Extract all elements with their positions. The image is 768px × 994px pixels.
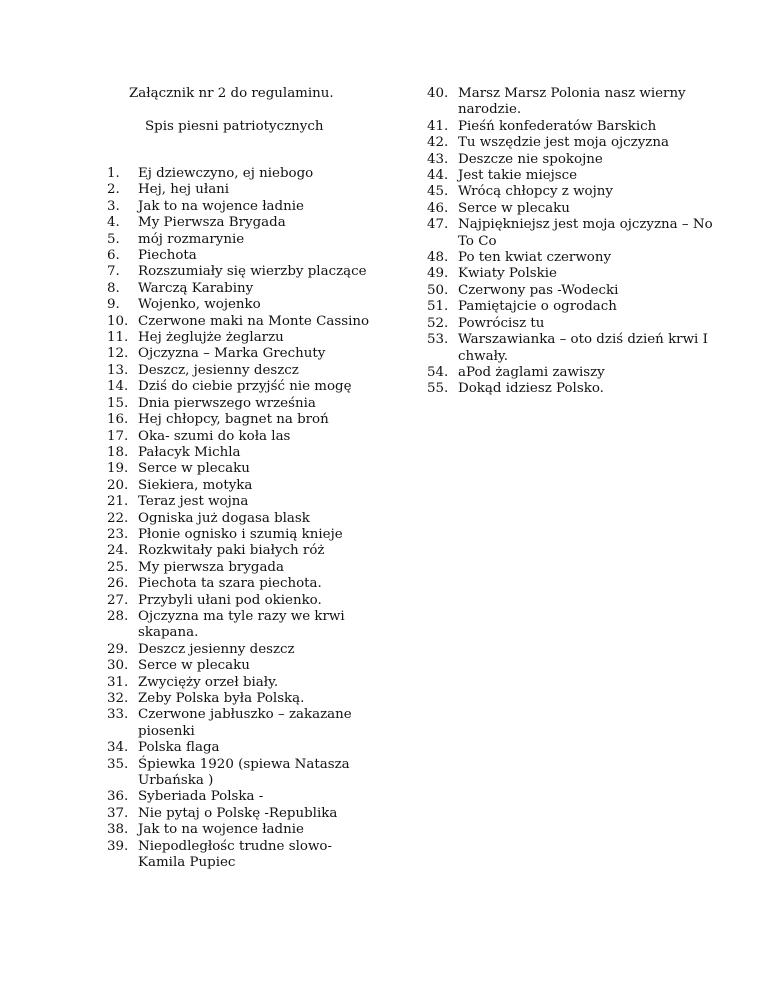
song-number: 48. [427,250,449,266]
song-number: 53. [427,332,449,348]
song-number: 30. [107,658,129,674]
song-list-item [107,314,377,330]
song-list-item [107,511,377,527]
song-title: Jest takie miejsce [458,168,578,184]
song-title: My Pierwsza Brygada [138,215,286,231]
song-number: 3. [107,198,120,214]
song-list-item [107,264,377,280]
song-title: Najpiękniejsz jest moja ojczyzna – No To Co [458,217,713,249]
song-list-item [107,494,377,510]
song-title: Wrócą chłopcy z wojny [458,184,613,200]
song-number: 10. [107,313,129,329]
song-number: 22. [107,510,129,526]
song-number: 50. [427,282,449,298]
song-number: 24. [107,543,129,559]
song-title: Kwiaty Polskie [458,266,557,282]
song-list-item [107,215,377,231]
song-number: 28. [107,608,129,624]
annex-label: Załącznik nr 2 do regulaminu. [129,86,334,101]
song-title: Czerwone jabłuszko – zakazane piosenki [138,707,352,739]
song-number: 5. [107,231,120,247]
song-number: 2. [107,182,120,198]
song-number: 40. [427,86,449,101]
song-list-item [107,248,377,264]
song-title: Jak to na wojence ładnie [138,198,304,214]
song-title: Hej żeglujże żeglarzu [138,330,284,346]
song-list-item [427,119,727,135]
song-list-item [427,381,727,397]
song-list-item [107,281,377,297]
song-list-item [107,429,377,445]
song-title: Rozszumiały się wierzby placzące [138,264,367,280]
song-title: Serce w plecaku [138,461,250,477]
song-number: 43. [427,151,449,167]
song-title: Rozkwitały paki białych róż [138,543,325,559]
song-title: Polska flaga [138,740,220,756]
song-number: 16. [107,412,129,428]
song-list-item [107,839,377,872]
song-number: 19. [107,461,129,477]
song-list-item [427,250,727,266]
song-list-item [427,299,727,315]
song-list-item [107,609,377,642]
song-number: 38. [107,822,129,838]
song-number: 15. [107,395,129,411]
song-number: 26. [107,576,129,592]
song-number: 29. [107,641,129,657]
song-title: Warszawianka – oto dziś dzień krwi I chwały. [458,332,708,364]
song-number: 36. [107,789,129,805]
song-list-item [107,642,377,658]
song-list-item [107,675,377,691]
song-title: Po ten kwiat czerwony [458,250,612,266]
song-number: 41. [427,118,449,134]
song-list-item [107,297,377,313]
song-list-item [427,184,727,200]
song-title: Wojenko, wojenko [138,297,261,313]
song-number: 12. [107,346,129,362]
song-list-item [107,740,377,756]
song-title: Pamiętajcie o ogrodach [458,299,617,315]
song-number: 31. [107,674,129,690]
song-title: Dokąd idziesz Polsko. [458,381,604,397]
song-title: Hej, hej ułani [138,182,230,198]
song-list-item [427,217,727,250]
song-list-item [107,232,377,248]
song-list-item [107,412,377,428]
song-number: 42. [427,135,449,151]
song-list-item [107,806,377,822]
song-title: Siekiera, motyka [138,477,253,493]
song-title: Śpiewka 1920 (spiewa Natasza Urbańska ) [138,756,350,789]
song-list-item [107,166,377,182]
song-number: 45. [427,184,449,200]
song-number: 7. [107,264,120,280]
song-title: Piechota ta szara piechota. [138,576,322,592]
song-list-item [107,576,377,592]
song-title: Deszcz jesienny deszcz [138,641,295,657]
song-title: Ej dziewczyno, ej niebogo [138,166,314,181]
song-number: 39. [107,838,129,854]
song-title: Dnia pierwszego września [138,395,316,411]
song-list-item [107,379,377,395]
song-list-item [107,182,377,198]
song-title: Jak to na wojence ładnie [138,822,304,838]
song-title: Tu wszędzie jest moja ojczyzna [458,135,669,151]
song-title: Teraz jest wojna [138,494,249,510]
song-title: Przybyli ułani pod okienko. [138,592,322,608]
song-list-item [107,478,377,494]
song-number: 23. [107,526,129,542]
song-title: Czerwony pas -Wodecki [458,282,619,298]
song-list-item [107,199,377,215]
song-number: 33. [107,707,129,723]
song-number: 4. [107,215,120,231]
song-number: 11. [107,330,129,346]
song-list-item [427,365,727,381]
song-list-item [107,707,377,740]
song-title: Marsz Marsz Polonia nasz wierny narodzie. [458,86,686,118]
song-title: Serce w plecaku [458,200,570,216]
song-number: 25. [107,559,129,575]
song-number: 27. [107,592,129,608]
song-list-item [107,789,377,805]
song-number: 46. [427,200,449,216]
song-list-left-column [107,166,377,871]
song-list-item [107,346,377,362]
song-list-item [427,135,727,151]
list-title: Spis piesni patriotycznych [145,119,324,134]
song-title: Pałacyk Michla [138,444,241,460]
song-number: 14. [107,379,129,395]
song-title: Syberiada Polska - [138,789,264,805]
song-list-item [427,266,727,282]
song-number: 49. [427,266,449,282]
song-title: aPod żaglami zawiszy [458,364,605,380]
song-title: Powrócisz tu [458,315,545,331]
song-list-item [107,396,377,412]
song-title: Ogniska już dogasa blask [138,510,310,526]
song-title: Ojczyzna – Marka Grechuty [138,346,326,362]
song-title: Deszcze nie spokojne [458,151,603,167]
song-number: 21. [107,494,129,510]
song-list-right-column [427,86,727,398]
song-number: 13. [107,362,129,378]
song-list-item [107,593,377,609]
song-list-item [107,543,377,559]
song-title: Czerwone maki na Monte Cassino [138,313,370,329]
song-title: mój rozmarynie [138,231,245,247]
song-list-item [427,201,727,217]
song-title: Pieśń konfederatów Barskich [458,118,657,134]
song-list-item [427,152,727,168]
song-title: Hej chłopcy, bagnet na broń [138,412,329,428]
song-list-item [107,658,377,674]
song-list-item [107,330,377,346]
song-list-item [107,560,377,576]
song-title: Niepodległośc trudne slowo- Kamila Pupiec [138,838,332,871]
song-title: Serce w plecaku [138,658,250,674]
song-number: 35. [107,756,129,772]
song-number: 44. [427,168,449,184]
song-number: 8. [107,280,120,296]
song-number: 47. [427,217,449,233]
song-title: My pierwsza brygada [138,559,284,575]
song-list-item [107,691,377,707]
song-number: 54. [427,364,449,380]
song-list-item [107,445,377,461]
song-number: 34. [107,740,129,756]
song-title: Deszcz, jesienny deszcz [138,362,299,378]
song-number: 20. [107,477,129,493]
song-title: Płonie ognisko i szumią knieje [138,526,343,542]
song-list-item [107,757,377,790]
song-list-item [427,332,727,365]
song-list-item [427,86,727,119]
song-title: Oka- szumi do koła las [138,428,291,444]
song-title: Zeby Polska była Polską. [138,691,305,706]
song-list-item [107,527,377,543]
song-list-item [107,461,377,477]
song-number: 32. [107,691,129,706]
song-number: 55. [427,381,449,397]
song-list-item [107,363,377,379]
song-number: 9. [107,297,120,313]
song-number: 17. [107,428,129,444]
song-list-item [107,822,377,838]
song-number: 18. [107,444,129,460]
song-number: 6. [107,248,120,264]
song-number: 1. [107,166,120,181]
song-number: 52. [427,315,449,331]
song-title: Zwycięży orzeł biały. [138,674,279,690]
song-list-item [427,283,727,299]
song-title: Dziś do ciebie przyjść nie mogę [138,379,352,395]
song-title: Warczą Karabiny [138,280,254,296]
song-title: Ojczyzna ma tyle razy we krwi skapana. [138,608,345,641]
song-list-item [427,316,727,332]
song-title: Piechota [138,248,197,264]
song-number: 51. [427,299,449,315]
song-title: Nie pytaj o Polskę -Republika [138,805,338,821]
song-number: 37. [107,805,129,821]
song-list-item [427,168,727,184]
